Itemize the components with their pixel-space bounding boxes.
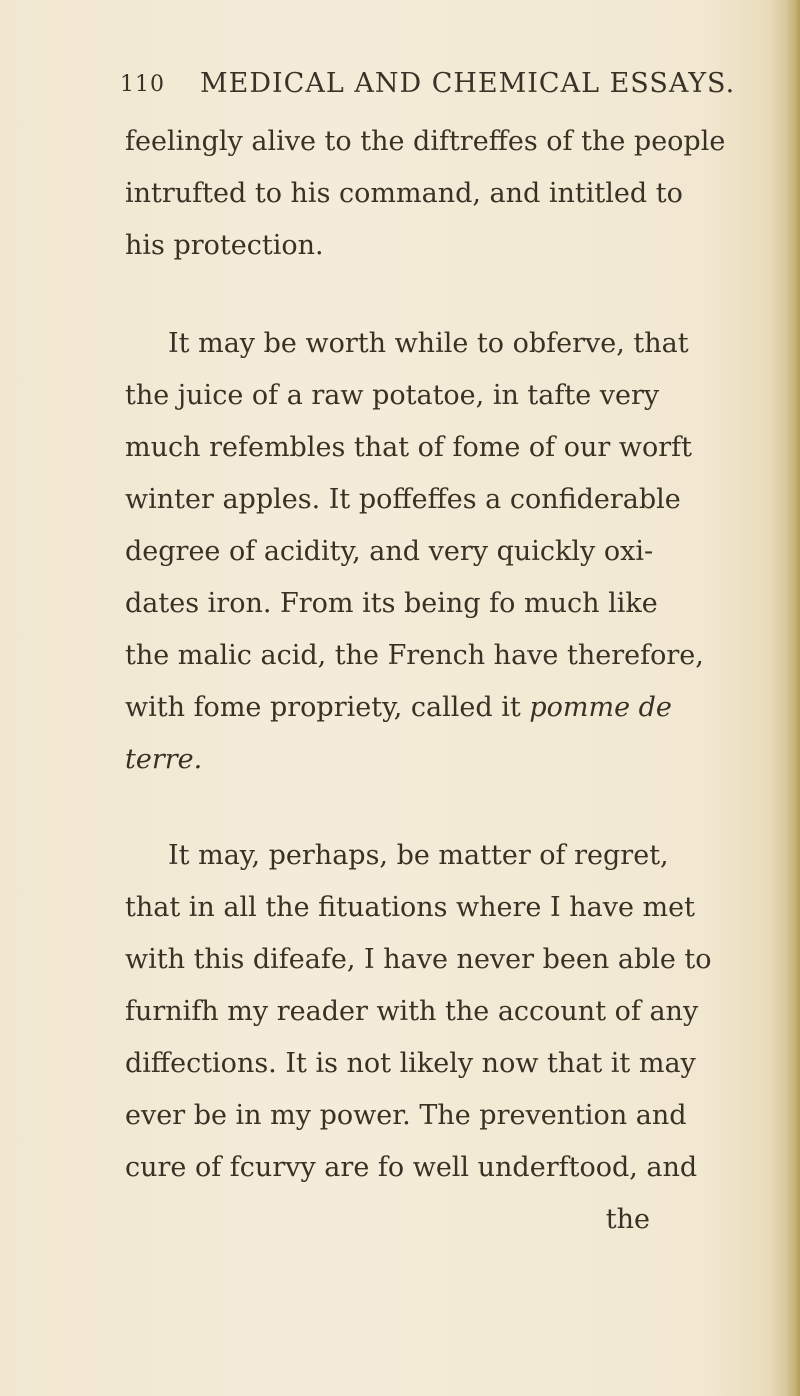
- text-line: ever be in my power. The prevention and: [125, 1100, 687, 1131]
- text-line: the malic acid, the French have therefore,: [125, 640, 704, 671]
- text-line: degree of acidity, and very quickly oxi-: [125, 536, 654, 567]
- text-line: with this difeafe, I have never been able to: [125, 944, 712, 975]
- text-line: dates iron. From its being fo much like: [125, 588, 658, 619]
- text-line: that in all the fituations where I have met: [125, 892, 695, 923]
- page-header: [120, 62, 736, 106]
- text-line: furnifh my reader with the account of any: [125, 996, 699, 1027]
- text-line: intrufted to his command, and intitled to: [125, 178, 683, 209]
- text-line: It may, perhaps, be matter of regret,: [168, 840, 669, 871]
- text-line: It may be worth while to obferve, that: [168, 328, 689, 359]
- italic-phrase: pomme de: [529, 692, 672, 723]
- running-head: MEDICAL AND CHEMICAL ESSAYS.: [200, 68, 736, 99]
- page-edge-shadow: [786, 0, 800, 1396]
- text-line: feelingly alive to the diftreffes of the people: [125, 126, 726, 157]
- text-line: [125, 688, 715, 728]
- text-line: the juice of a raw potatoe, in tafte very: [125, 380, 660, 411]
- page-number: 110: [120, 72, 165, 97]
- text-line: diffections. It is not likely now that it may: [125, 1048, 696, 1079]
- text-line: much refembles that of fome of our worft: [125, 432, 692, 463]
- text-segment: with fome propriety, called it: [125, 692, 521, 723]
- text-line: his protection.: [125, 230, 324, 261]
- catchword: the: [605, 1204, 650, 1235]
- text-line: cure of fcurvy are fo well underftood, and: [125, 1152, 698, 1183]
- text-line: terre.: [125, 744, 203, 775]
- text-line: winter apples. It poffeffes a confiderable: [125, 484, 681, 515]
